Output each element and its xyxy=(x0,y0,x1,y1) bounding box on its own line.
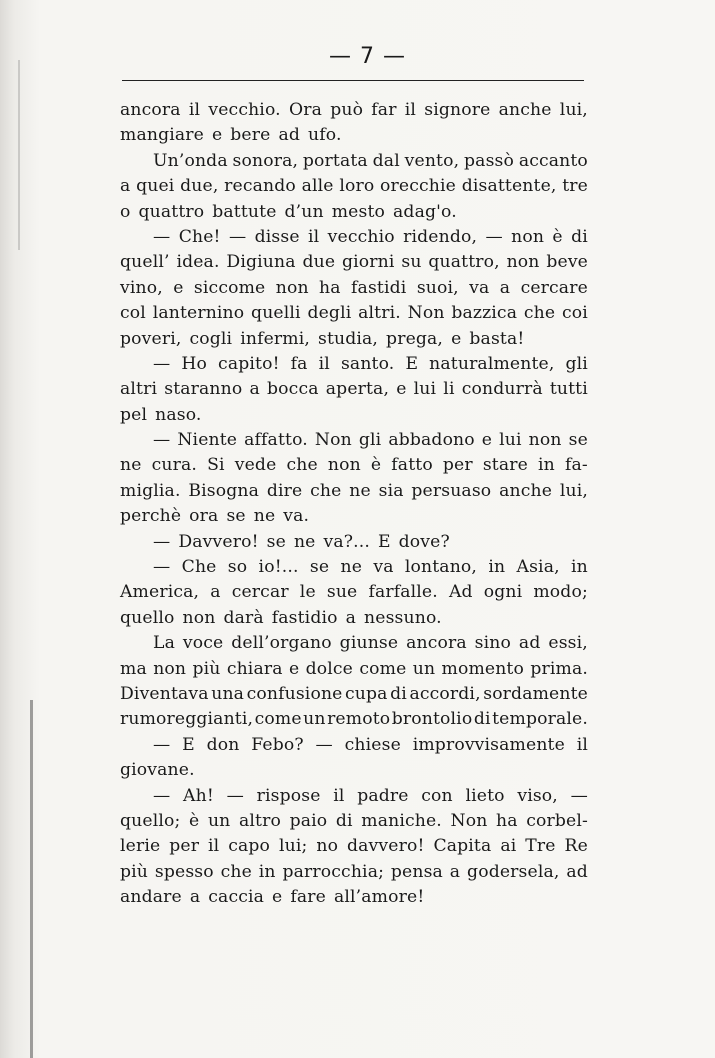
word: sonora, xyxy=(232,150,299,171)
word: ridendo, xyxy=(403,226,478,247)
word: Che xyxy=(181,557,217,578)
word: Febo? xyxy=(251,734,304,755)
word: Tre xyxy=(525,836,556,857)
word: fatto xyxy=(391,455,433,476)
word: anche xyxy=(499,480,553,501)
text-line xyxy=(120,784,588,809)
text-line xyxy=(120,327,588,352)
word: davvero! xyxy=(347,836,425,857)
text-line xyxy=(120,860,588,885)
word: bocca xyxy=(267,379,319,400)
word: chiara xyxy=(226,658,283,679)
word: d’un xyxy=(284,201,324,222)
word: vento, xyxy=(404,150,460,171)
word: a xyxy=(189,887,201,908)
word: prima. xyxy=(530,658,588,679)
word: il xyxy=(333,785,345,806)
word: ne xyxy=(340,557,363,578)
text-line xyxy=(120,123,588,148)
word: maniche. xyxy=(361,810,442,831)
word: lontano, xyxy=(404,557,478,578)
word: E xyxy=(405,353,419,374)
word: lanternino xyxy=(152,303,245,324)
word: — xyxy=(153,785,171,806)
word: in xyxy=(538,455,555,476)
word: — xyxy=(153,353,171,374)
text-line xyxy=(120,733,588,758)
word: basta! xyxy=(469,328,525,349)
word: rumoreggianti, xyxy=(120,709,254,730)
word: godersela, xyxy=(467,861,560,882)
word: ne xyxy=(253,506,276,527)
text-line xyxy=(120,98,588,123)
word: Bisogna xyxy=(188,480,260,501)
word: fastidi xyxy=(351,277,407,298)
word: e xyxy=(481,430,493,451)
word: prega, xyxy=(386,328,444,349)
word: e xyxy=(288,658,300,679)
word: passò xyxy=(464,150,515,171)
word: E xyxy=(182,734,195,755)
word: loro xyxy=(339,176,375,197)
word: giorni xyxy=(341,252,395,273)
word: un xyxy=(303,709,326,730)
word: per xyxy=(169,836,200,857)
text-line xyxy=(120,707,588,732)
text-line xyxy=(120,682,588,707)
word: tutti xyxy=(549,379,588,400)
word: a xyxy=(120,176,131,197)
word: parrocchia; xyxy=(282,861,385,882)
word: suoi, xyxy=(416,277,459,298)
text-line xyxy=(120,453,588,478)
word: infermi, xyxy=(240,328,310,349)
word: abbadono xyxy=(388,430,475,451)
word: se xyxy=(226,506,246,527)
word: Niente xyxy=(177,430,238,451)
word: a xyxy=(345,607,357,628)
word: e xyxy=(396,379,407,400)
word: e xyxy=(272,887,283,908)
text-line xyxy=(120,377,588,402)
word: andare xyxy=(120,887,182,908)
word: quello xyxy=(120,607,175,628)
word: confusione xyxy=(246,683,343,704)
word: non xyxy=(275,277,309,298)
word: se xyxy=(309,557,330,578)
word: giovane. xyxy=(120,760,195,781)
word: lui xyxy=(413,379,437,400)
word: dire xyxy=(266,480,303,501)
word: il xyxy=(576,734,588,755)
word: altro xyxy=(239,810,281,831)
body-text xyxy=(120,98,588,911)
word: naso. xyxy=(155,404,202,425)
word: — xyxy=(228,226,247,247)
word: ne xyxy=(349,480,371,501)
word: beve xyxy=(546,252,588,273)
word: se xyxy=(568,430,588,451)
word: adag'o. xyxy=(393,201,457,222)
word: io!... xyxy=(258,557,299,578)
word: fastidio xyxy=(271,607,338,628)
word: non xyxy=(511,226,545,247)
word: in xyxy=(488,557,506,578)
word: persuaso xyxy=(411,480,492,501)
word: remoto xyxy=(327,709,391,730)
word: farfalle. xyxy=(368,582,438,603)
text-line xyxy=(120,809,588,834)
word: nessuno. xyxy=(364,607,442,628)
word: ufo. xyxy=(308,125,342,146)
word: ha xyxy=(496,810,518,831)
word: — xyxy=(315,734,333,755)
word: un xyxy=(412,658,436,679)
binding-shadow-top xyxy=(18,60,20,250)
word: con xyxy=(421,785,453,806)
word: a xyxy=(210,582,221,603)
word: bazzica xyxy=(451,303,518,324)
text-line xyxy=(120,555,588,580)
word: può xyxy=(330,100,364,120)
text-line xyxy=(120,657,588,682)
word: siccome xyxy=(193,277,266,298)
word: mangiare xyxy=(120,125,204,146)
word: sordamente xyxy=(483,683,588,704)
word: il xyxy=(208,836,220,857)
text-line xyxy=(120,885,588,910)
word: America, xyxy=(120,582,200,603)
word: gli xyxy=(358,430,382,451)
word: col xyxy=(120,303,146,324)
word: il xyxy=(404,100,417,120)
word: accordi, xyxy=(409,683,481,704)
word: voce xyxy=(182,633,224,654)
word: alle xyxy=(301,176,334,197)
word: capo xyxy=(228,836,271,857)
word: come xyxy=(254,709,302,730)
word: le xyxy=(299,582,316,603)
text-line xyxy=(120,276,588,301)
text-line xyxy=(120,200,588,225)
text-line xyxy=(120,834,588,859)
word: Digiuna xyxy=(226,252,296,273)
binding-shadow xyxy=(30,700,33,1058)
word: corbel- xyxy=(526,810,588,831)
word: Non xyxy=(450,810,488,831)
word: due, xyxy=(180,176,219,197)
word: orecchie xyxy=(380,176,456,197)
text-line xyxy=(120,606,588,631)
word: dove? xyxy=(398,531,450,552)
word: naturalmente, xyxy=(429,353,555,374)
word: condurrà xyxy=(461,379,543,400)
word: è xyxy=(370,455,382,476)
word: La xyxy=(153,633,175,654)
page-number: — 7 — xyxy=(329,44,406,69)
word: disattente, xyxy=(461,176,557,197)
text-line xyxy=(120,174,588,199)
word: staranno xyxy=(164,379,243,400)
text-line xyxy=(120,301,588,326)
word: stare xyxy=(482,455,528,476)
word: sia xyxy=(378,480,404,501)
text-line xyxy=(120,403,588,428)
word: Non xyxy=(407,303,445,324)
word: — xyxy=(485,226,503,247)
word: in xyxy=(571,557,588,578)
word: va?... xyxy=(323,531,370,552)
word: quelli xyxy=(251,303,301,324)
word: pensa xyxy=(390,861,443,882)
word: lerie xyxy=(120,836,161,857)
word: paio xyxy=(289,810,328,831)
word: lui xyxy=(499,430,522,451)
word: va xyxy=(469,277,490,298)
word: il xyxy=(318,353,330,374)
word: quello; xyxy=(120,810,181,831)
word: padre xyxy=(357,785,409,806)
word: santo. xyxy=(340,353,395,374)
text-line xyxy=(120,428,588,453)
word: di xyxy=(473,709,491,730)
word: a xyxy=(249,379,260,400)
word: un xyxy=(207,810,231,831)
word: gli xyxy=(565,353,588,374)
word: ne xyxy=(120,455,142,476)
word: Ho xyxy=(181,353,208,374)
word: no xyxy=(316,836,339,857)
word: tre xyxy=(562,176,588,197)
word: giunse xyxy=(339,633,399,654)
text-line xyxy=(120,149,588,174)
text-line xyxy=(120,479,588,504)
word: studia, xyxy=(317,328,379,349)
word: li xyxy=(443,379,455,400)
word: ogni xyxy=(483,582,523,603)
word: di xyxy=(335,810,353,831)
word: Si xyxy=(207,455,225,476)
word: rispose xyxy=(256,785,321,806)
word: di xyxy=(390,683,407,704)
word: dal xyxy=(372,150,400,171)
word: affatto. xyxy=(244,430,308,451)
word: che xyxy=(310,480,342,501)
word: più xyxy=(120,861,149,882)
word: essi, xyxy=(548,633,588,654)
word: e xyxy=(451,328,462,349)
word: brontolio xyxy=(391,709,473,730)
word: per xyxy=(442,455,473,476)
word: quei xyxy=(136,176,175,197)
word: se xyxy=(266,531,286,552)
word: caccia xyxy=(208,887,265,908)
word: cercare xyxy=(520,277,588,298)
word: ancora xyxy=(120,100,181,120)
word: cercar xyxy=(231,582,289,603)
word: lui; xyxy=(278,836,308,857)
word: Ad xyxy=(448,582,473,603)
word: chiese xyxy=(344,734,401,755)
word: va xyxy=(373,557,394,578)
text-line xyxy=(120,504,588,529)
word: ad xyxy=(518,633,541,654)
word: — xyxy=(153,557,171,578)
word: due xyxy=(302,252,336,273)
word: è xyxy=(189,810,200,831)
word: dell’organo xyxy=(231,633,332,654)
word: Un’onda xyxy=(153,150,228,171)
word: viso, xyxy=(517,785,558,806)
word: ancora xyxy=(406,633,467,654)
word: non xyxy=(327,455,361,476)
word: cogli xyxy=(189,328,233,349)
text-line xyxy=(120,580,588,605)
word: Non xyxy=(314,430,352,451)
word: e xyxy=(173,277,184,298)
word: E xyxy=(377,531,391,552)
word: quell’ xyxy=(120,252,170,273)
word: Ora xyxy=(288,100,322,120)
word: all’amore! xyxy=(333,887,425,908)
word: fare xyxy=(290,887,326,908)
word: spesso xyxy=(154,861,214,882)
word: ora xyxy=(189,506,219,527)
text-line xyxy=(120,530,588,555)
word: ne xyxy=(293,531,316,552)
word: improvvisamente xyxy=(412,734,565,755)
word: ad xyxy=(278,125,301,146)
word: — xyxy=(153,226,171,247)
word: lui, xyxy=(559,100,588,120)
word: vino, xyxy=(120,277,163,298)
text-line xyxy=(120,352,588,377)
word: vecchio. xyxy=(208,100,281,120)
word: non xyxy=(153,658,187,679)
word: più xyxy=(192,658,221,679)
word: modo; xyxy=(533,582,588,603)
word: in xyxy=(258,861,276,882)
word: che xyxy=(286,455,318,476)
word: sino xyxy=(474,633,512,654)
header-rule xyxy=(122,80,584,81)
word: coi xyxy=(561,303,588,324)
text-line xyxy=(120,250,588,275)
word: su xyxy=(401,252,422,273)
word: altri xyxy=(120,379,158,400)
word: quattro xyxy=(138,201,205,222)
word: miglia. xyxy=(120,480,181,501)
word: altri. xyxy=(358,303,401,324)
word: ma xyxy=(120,658,147,679)
word: che xyxy=(523,303,556,324)
word: recando xyxy=(224,176,296,197)
word: e xyxy=(211,125,223,146)
word: ai xyxy=(500,836,517,857)
word: dolce xyxy=(305,658,354,679)
word: degli xyxy=(307,303,352,324)
word: a xyxy=(449,861,461,882)
word: perchè xyxy=(120,506,182,527)
word: darà xyxy=(223,607,264,628)
word: sue xyxy=(326,582,358,603)
word: accanto xyxy=(518,150,588,171)
word: cupa xyxy=(345,683,388,704)
word: non xyxy=(528,430,562,451)
word: battute xyxy=(212,201,277,222)
word: vede xyxy=(234,455,277,476)
word: o xyxy=(120,201,131,222)
word: disse xyxy=(254,226,300,247)
word: mesto xyxy=(331,201,386,222)
word: anche xyxy=(498,100,552,120)
word: Re xyxy=(564,836,588,857)
word: portata xyxy=(302,150,368,171)
word: ha xyxy=(319,277,341,298)
word: quattro, xyxy=(428,252,500,273)
word: di xyxy=(571,226,588,247)
word: come xyxy=(359,658,407,679)
word: Capita xyxy=(433,836,492,857)
word: vecchio xyxy=(327,226,395,247)
word: fa xyxy=(290,353,308,374)
word: non xyxy=(506,252,540,273)
word: aperta, xyxy=(325,379,390,400)
word: Asia, xyxy=(516,557,560,578)
word: fa- xyxy=(564,455,588,476)
word: Diventava xyxy=(120,683,209,704)
word: va. xyxy=(283,506,310,527)
word: don xyxy=(206,734,240,755)
text-line xyxy=(120,225,588,250)
word: — xyxy=(226,785,244,806)
word: ad xyxy=(566,861,588,882)
word: Davvero! xyxy=(178,531,259,552)
word: — xyxy=(153,430,171,451)
text-line xyxy=(120,758,588,783)
word: — xyxy=(153,531,171,552)
word: temporale. xyxy=(492,709,588,730)
word: — xyxy=(570,785,588,806)
word: bere xyxy=(230,125,271,146)
word: il xyxy=(308,226,320,247)
word: una xyxy=(211,683,245,704)
word: poveri, xyxy=(120,328,182,349)
word: — xyxy=(153,734,171,755)
word: lieto xyxy=(465,785,505,806)
word: momento xyxy=(441,658,524,679)
word: che xyxy=(220,861,252,882)
word: il xyxy=(188,100,201,120)
word: a xyxy=(499,277,511,298)
word: cura. xyxy=(151,455,197,476)
word: è xyxy=(552,226,563,247)
word: Che! xyxy=(178,226,221,247)
text-line xyxy=(120,631,588,656)
word: pel xyxy=(120,404,148,425)
word: non xyxy=(182,607,216,628)
word: far xyxy=(371,100,397,120)
word: signore xyxy=(424,100,491,120)
word: idea. xyxy=(176,252,220,273)
word: capito! xyxy=(218,353,280,374)
word: so xyxy=(227,557,248,578)
word: Ah! xyxy=(183,785,214,806)
word: lui, xyxy=(559,480,588,501)
